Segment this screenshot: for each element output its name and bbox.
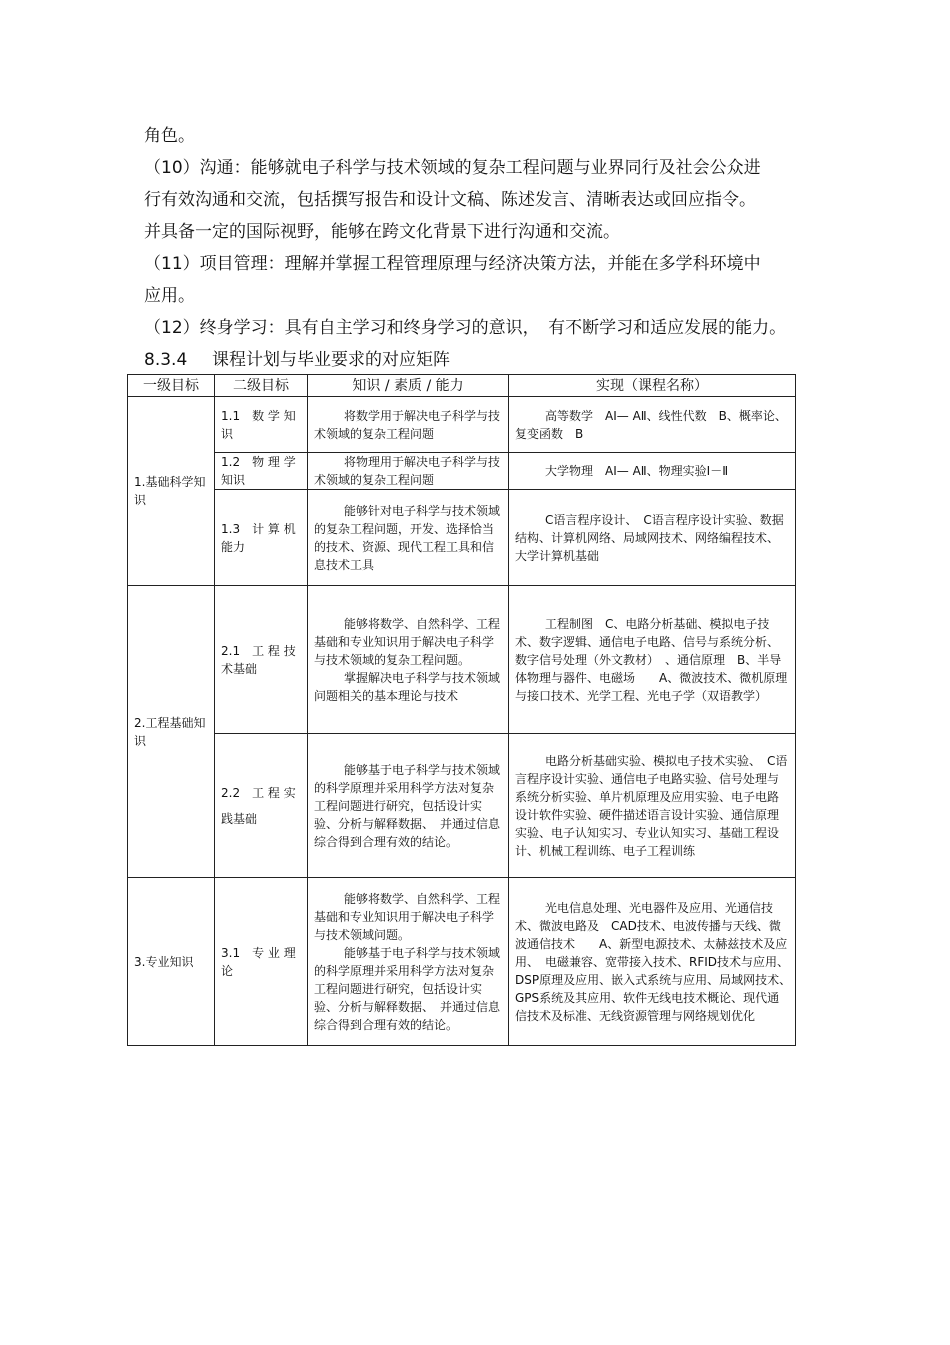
level1-cell: 3.专业知识 bbox=[128, 878, 215, 1046]
header-ability: 知识 / 素质 / 能力 bbox=[308, 375, 509, 397]
courses-text: C语言程序设计、 C语言程序设计实验、数据结构、计算机网络、局域网技术、网络编程技术、大学计算机基础 bbox=[515, 512, 784, 563]
paragraph-project-management-1: （11）项目管理：理解并掌握工程管理原理与经济决策方法，并能在多学科环境中 bbox=[144, 254, 761, 274]
courses-text: 电路分析基础实验、模拟电子技术实验、 C语言程序设计实验、通信电子电路实验、信号处理与系统分析实验、单片机原理及应用实验、电子电路设计软件实验、硬件描述语言设计实验、通信原理实验、电子认知实习、专业认知实习、基础工程设计、机械工程训练、电子工程训练 bbox=[515, 753, 788, 858]
table-row bbox=[128, 586, 796, 734]
section-heading bbox=[144, 350, 450, 370]
level2-cell: 1.1 数 学 知识 bbox=[215, 397, 308, 453]
ability-text: 能够将数学、自然科学、工程基础和专业知识用于解决电子科学与技术领域问题。 bbox=[314, 891, 501, 942]
paragraph-project-management-2: 应用。 bbox=[144, 286, 195, 306]
ability-cell bbox=[308, 453, 509, 490]
section-title: 课程计划与毕业要求的对应矩阵 bbox=[212, 350, 450, 370]
ability-text-2: 能够基于电子科学与技术领域的科学原理并采用科学方法对复杂工程问题进行研究，包括设计实验、分析与解释数据、 并通过信息综合得到合理有效的结论。 bbox=[314, 945, 501, 1032]
requirements-matrix-table bbox=[127, 374, 810, 1046]
paragraph-role-end: 角色。 bbox=[144, 126, 195, 146]
table-row bbox=[128, 453, 796, 490]
level1-cell: 1.基础科学知识 bbox=[128, 397, 215, 586]
courses-cell bbox=[509, 586, 796, 734]
paragraph-communication-1: （10）沟通：能够就电子科学与技术领域的复杂工程问题与业界同行及社会公众进 bbox=[144, 158, 761, 178]
courses-cell bbox=[509, 397, 796, 453]
header-level2: 二级目标 bbox=[215, 375, 308, 397]
courses-text: 工程制图 C、电路分析基础、模拟电子技术、数字逻辑、通信电子电路、信号与系统分析、数字信号处理（外文教材） 、通信原理 B、半导体物理与器件、电磁场 A、微波技术、微机原理与接口技术、光学工程、光电子学（双语教学） bbox=[515, 616, 788, 703]
header-courses: 实现（课程名称） bbox=[509, 375, 796, 397]
ability-text: 能够基于电子科学与技术领域的科学原理并采用科学方法对复杂工程问题进行研究，包括设计实验、分析与解释数据、 并通过信息综合得到合理有效的结论。 bbox=[314, 762, 501, 849]
ability-text: 能够针对电子科学与技术领域的复杂工程问题，开发、选择恰当的技术、资源、现代工程工具和信息技术工具 bbox=[314, 503, 501, 572]
header-level1: 一级目标 bbox=[128, 375, 215, 397]
level2-cell: 3.1 专 业 理论 bbox=[215, 878, 308, 1046]
courses-text: 大学物理 AⅠ— AⅡ、物理实验Ⅰ－Ⅱ bbox=[545, 464, 729, 478]
courses-cell bbox=[509, 490, 796, 586]
section-number: 8.3.4 bbox=[144, 350, 188, 370]
ability-text-2: 掌握解决电子科学与技术领域问题相关的基本理论与技术 bbox=[314, 670, 501, 703]
table-row bbox=[128, 878, 796, 1046]
ability-cell bbox=[308, 734, 509, 878]
table-row bbox=[128, 734, 796, 878]
paragraph-lifelong-learning: （12）终身学习：具有自主学习和终身学习的意识， 有不断学习和适应发展的能力。 bbox=[144, 318, 787, 338]
level2-cell: 1.3 计 算 机能力 bbox=[215, 490, 308, 586]
ability-cell bbox=[308, 490, 509, 586]
courses-text: 高等数学 AⅠ— AⅡ、线性代数 B、概率论、复变函数 B bbox=[515, 408, 787, 441]
courses-cell bbox=[509, 453, 796, 490]
table-row bbox=[128, 490, 796, 586]
courses-cell bbox=[509, 734, 796, 878]
paragraph-communication-3: 并具备一定的国际视野，能够在跨文化背景下进行沟通和交流。 bbox=[144, 222, 620, 242]
level2-cell: 2.2 工 程 实践基础 bbox=[215, 734, 308, 878]
level2-cell: 2.1 工 程 技术基础 bbox=[215, 586, 308, 734]
ability-cell bbox=[308, 878, 509, 1046]
ability-text: 能够将数学、自然科学、工程基础和专业知识用于解决电子科学与技术领域的复杂工程问题。 bbox=[314, 616, 501, 667]
table-header-row bbox=[128, 375, 796, 397]
ability-cell bbox=[308, 586, 509, 734]
table-row bbox=[128, 397, 796, 453]
courses-cell bbox=[509, 878, 810, 1046]
ability-text: 将数学用于解决电子科学与技术领域的复杂工程问题 bbox=[314, 408, 501, 441]
level1-cell: 2.工程基础知识 bbox=[128, 586, 215, 878]
ability-cell bbox=[308, 397, 509, 453]
paragraph-communication-2: 行有效沟通和交流，包括撰写报告和设计文稿、陈述发言、清晰表达或回应指令。 bbox=[144, 190, 756, 210]
courses-text: 光电信息处理、光电器件及应用、光通信技术、微波电路及 CAD技术、电波传播与天线、微波通信技术 A、新型电源技术、太赫兹技术及应用、 电磁兼容、宽带接入技术、RFID技术与应用、 DSP原理及应用、嵌入式系统与应用、局域网技术、 GPS系统及其应用、软件无线电技术概论、现代通信技术及标准、无线资源管理与网络规划优化 bbox=[515, 900, 810, 1023]
level2-cell: 1.2 物 理 学知识 bbox=[215, 453, 308, 490]
ability-text: 将物理用于解决电子科学与技术领域的复杂工程问题 bbox=[314, 455, 501, 487]
